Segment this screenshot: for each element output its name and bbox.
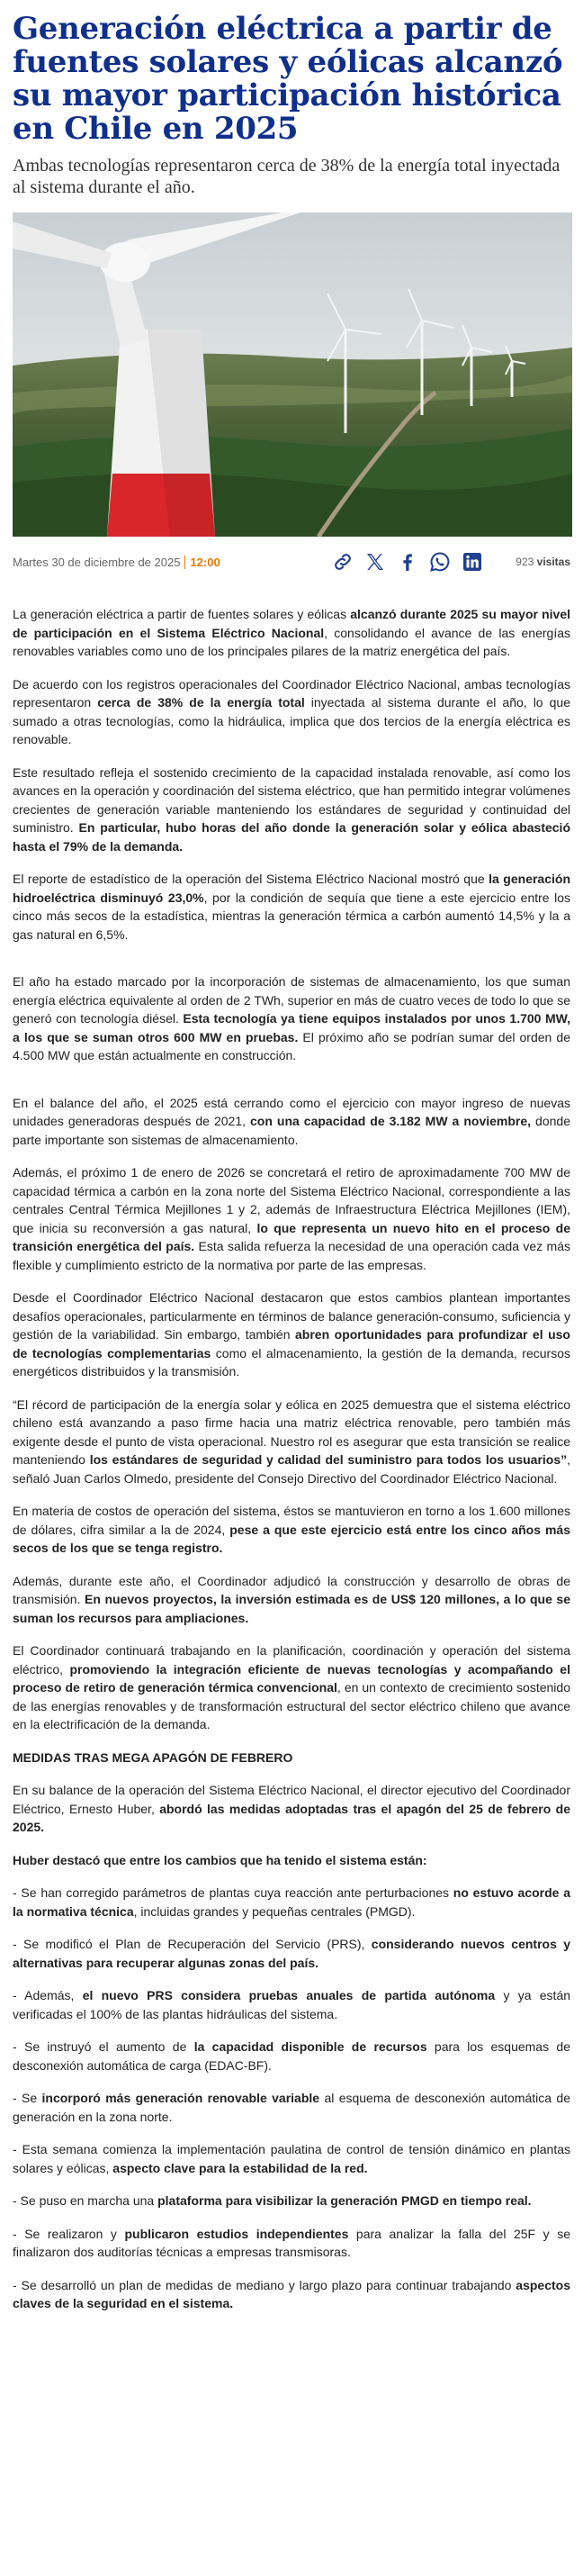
article-paragraph xyxy=(13,2038,570,2074)
text-run: - Se instruyó el aumento de xyxy=(13,2039,194,2054)
bold-text: MEDIDAS TRAS MEGA APAGÓN DE FEBRERO xyxy=(13,1749,293,1765)
text-run: “El récord de participación de la energía solar y eólica en 2025 demuestra que el sistema eléctrico chileno está avanzando a paso firme hacia una matriz eléctrica renovable, pero también más exigente desde el punto de vista operacional. Nuestro rol es asegurar que esta transición se realice manteniendo xyxy=(13,1396,570,1467)
text-run: Desde el Coordinador Eléctrico Nacional destacaron que estos cambios plantean importantes desafíos operacionales, particularmente en términos de balance generación-consumo, suficiencia y gestión de la variabilidad. Sin embargo, también xyxy=(13,1290,570,1342)
bold-text: abren oportunidades para profundizar el uso de tecnologías complementarias xyxy=(13,1327,570,1360)
text-run: , consolidando el avance de las energías renovables variables como uno de los principales pilares de la matriz energética del país. xyxy=(13,625,570,658)
text-run: El año ha estado marcado por la incorporación de sistemas de almacenamiento, los que suman energía eléctrica equivalente al orden de 2 TWh, superior en más de cuatro veces de todo lo que se generó con tecnología diésel. xyxy=(13,974,571,1026)
article-body xyxy=(13,605,570,2313)
bold-text: aspectos claves de la seguridad en el sistema. xyxy=(13,2277,570,2310)
article-paragraph xyxy=(13,764,570,856)
text-run: - Se realizaron y xyxy=(13,2226,125,2241)
share-bar xyxy=(332,551,570,573)
link-icon[interactable] xyxy=(332,551,354,573)
text-run: , en un contexto de crecimiento sostenido de las energías renovables y de transformación estructural del sector eléctrico chileno que avance en la electrificación de la demanda. xyxy=(13,1680,570,1731)
text-run: Este resultado refleja el sostenido crecimiento de la capacidad instalada renovable, así como los avances en la operación y coordinación del sistema eléctrico, que han permitido integrar volúmenes crecientes de generación variable manteniendo los estándares de seguridad y continuidad del suministro. xyxy=(13,764,570,835)
article-paragraph xyxy=(13,2140,570,2177)
text-run: - Se xyxy=(13,2091,42,2105)
text-run: - Esta semana comienza la implementación paulatina de control de tensión dinámico en plantas solares y eólicas, xyxy=(13,2142,570,2175)
article-paragraph xyxy=(13,675,570,749)
bold-text: el nuevo PRS considera pruebas anuales de partida autónoma xyxy=(82,1988,496,2002)
article-paragraph xyxy=(13,2276,570,2313)
text-run: De acuerdo con los registros operacionales del Coordinador Eléctrico Nacional, ambas tecnologías representaron xyxy=(13,676,570,710)
article-paragraph xyxy=(13,1288,570,1381)
article-paragraph xyxy=(13,2225,570,2262)
bold-text: aspecto clave para la estabilidad de la red. xyxy=(112,2160,368,2175)
article-paragraph xyxy=(13,1641,570,1734)
article-paragraph xyxy=(13,1094,570,1150)
bold-text: lo que representa un nuevo hito en el proceso de transición energética del país. xyxy=(13,1220,570,1253)
bold-text: la capacidad disponible de recursos xyxy=(193,2039,427,2054)
text-run: La generación eléctrica a partir de fuentes solares y eólicas xyxy=(13,607,351,621)
article-paragraph xyxy=(13,1781,570,1837)
bold-text: Esta tecnología ya tiene equipos instalados por unos 1.700 MW, a los que se suman otros 600 MW en pruebas. xyxy=(13,1011,570,1044)
article-paragraph xyxy=(13,1396,570,1488)
text-run: al esquema de desconexión automática de generación en la zona norte. xyxy=(13,2091,570,2124)
x-icon[interactable] xyxy=(364,551,386,573)
article-paragraph xyxy=(13,1986,570,2023)
bold-text: con una capacidad de 3.182 MW a noviembre, xyxy=(250,1114,532,1128)
article-paragraph xyxy=(13,2089,570,2126)
article-meta xyxy=(13,546,570,578)
article-subtitle: Ambas tecnologías representaron cerca de 38% de la energía total inyectada al sistema durante el año. xyxy=(13,156,561,197)
bold-text: promoviendo la integración eficiente de nuevas tecnologías y acompañando el proceso de retiro de generación térmica convencional xyxy=(13,1661,570,1695)
bold-text: los estándares de seguridad y calidad del suministro para todos los usuarios” xyxy=(89,1452,568,1467)
bold-text: cerca de 38% de la energía total xyxy=(97,695,305,710)
bold-text: abordó las medidas adoptadas tras el apagón del 25 de febrero de 2025. xyxy=(13,1801,570,1834)
whatsapp-icon[interactable] xyxy=(429,551,451,573)
article-paragraph xyxy=(13,1502,570,1558)
text-run: , por la condición de sequía que tiene a este ejercicio entre los cinco más secos de la estadística, mientras la generación térmica a carbón aumentó 14,5% y la a gas natural en 6,5%. xyxy=(13,890,571,942)
bold-text: En particular, hubo horas del año donde la generación solar y eólica abasteció hasta el 79% de la demanda. xyxy=(13,820,570,854)
text-run: para los esquemas de desconexión automática de carga (EDAC-BF). xyxy=(13,2039,570,2073)
text-run: En su balance de la operación del Sistema Eléctrico Nacional, el director ejecutivo del Coordinador Eléctrico, Ernesto Huber, xyxy=(13,1783,570,1816)
bold-text: la generación hidroeléctrica disminuyó 23,0% xyxy=(13,872,570,905)
view-count: 923 xyxy=(516,556,534,568)
text-run: En el balance del año, el 2025 está cerrando como el ejercicio con mayor ingreso de nuevas unidades generadoras después de 2021, xyxy=(13,1095,570,1128)
text-run: , señaló Juan Carlos Olmedo, presidente del Consejo Directivo del Coordinador Eléctrico Nacional. xyxy=(13,1452,571,1486)
article-paragraph xyxy=(13,1163,570,1274)
hero-image-wind-farm xyxy=(13,212,572,537)
bold-text: pese a que este ejercicio está entre los cinco años más secos de los que se tenga registro. xyxy=(13,1522,570,1555)
bold-text: considerando nuevos centros y alternativas para recuperar algunas zonas del país. xyxy=(13,1937,570,1970)
bold-text: plataforma para visibilizar la generación PMGD en tiempo real. xyxy=(157,2193,532,2208)
article-paragraph xyxy=(13,870,570,944)
bold-text: incorporó más generación renovable variable xyxy=(41,2091,320,2105)
article-paragraph xyxy=(13,1935,570,1972)
text-run: inyectada al sistema durante el año, lo que sumado a otras tecnologías, como la hidráulica, implica que dos tercios de la energía eléctrica es renovable. xyxy=(13,695,570,746)
publish-time: 12:00 xyxy=(190,556,220,570)
bold-text: publicaron estudios independientes xyxy=(124,2226,349,2241)
text-run: El próximo año se podrían sumar del orden de 4.500 MW que están actualmente en construcción. xyxy=(13,1029,570,1062)
text-run: Además, durante este año, el Coordinador adjudicó la construcción y desarrollo de obras de transmisión. xyxy=(13,1573,570,1606)
article-paragraph xyxy=(13,972,570,1065)
facebook-icon[interactable] xyxy=(397,551,418,573)
article-paragraph xyxy=(13,1572,570,1628)
text-run: Además, el próximo 1 de enero de 2026 se concretará el retiro de aproximadamente 700 MW de capacidad térmica a carbón en la zona norte del Sistema Eléctrico Nacional, correspondiente a las centrales Central Térmica Mejillones 1 y 2, además de Infraestructura Eléctrica Mejillones (IEM), que inicia su reconversión a gas natural, xyxy=(13,1165,570,1235)
text-run: - Se desarrolló un plan de medidas de mediano y largo plazo para continuar trabajando xyxy=(13,2277,516,2292)
text-run: donde parte importante son sistemas de almacenamiento. xyxy=(13,1114,570,1147)
text-run: El reporte de estadístico de la operación del Sistema Eléctrico Nacional mostró que xyxy=(13,872,489,886)
text-run: El Coordinador continuará trabajando en la planificación, coordinación y operación del sistema eléctrico, xyxy=(13,1643,570,1677)
publish-date: Martes 30 de diciembre de 2025 xyxy=(13,556,181,570)
text-run: - Se han corregido parámetros de plantas cuya reacción ante perturbaciones xyxy=(13,1885,453,1900)
bold-text: En nuevos proyectos, la inversión estimada es de US$ 120 millones, a lo que se suman los recursos para ampliaciones. xyxy=(13,1592,570,1625)
text-run: , incluidas grandes y pequeñas centrales (PMGD). xyxy=(133,1903,416,1919)
linkedin-icon[interactable] xyxy=(462,551,483,573)
view-counter xyxy=(516,556,570,568)
text-run: - Se modificó el Plan de Recuperación del Servicio (PRS), xyxy=(13,1937,372,1951)
text-run: como el almacenamiento, la gestión de la demanda, recursos energéticos distribuidos y la transmisión. xyxy=(13,1345,570,1378)
view-label: visitas xyxy=(536,556,570,568)
article-paragraph xyxy=(13,605,570,661)
text-run: para analizar la falla del 25F y se finalizaron dos auditorías técnicas a empresas transmisoras. xyxy=(13,2226,570,2259)
text-run: En materia de costos de operación del sistema, éstos se mantuvieron en torno a los 1.600 millones de dólares, cifra similar a la de 2024, xyxy=(13,1504,570,1537)
bold-text: no estuvo acorde a la normativa técnica xyxy=(13,1885,571,1919)
bold-text: alcanzó durante 2025 su mayor nivel de participación en el Sistema Eléctrico Nacional xyxy=(13,607,571,640)
page-title: Generación eléctrica a partir de fuentes solares y eólicas alcanzó su mayor participación histórica en Chile en 2025 xyxy=(13,11,563,147)
bold-text: Huber destacó que entre los cambios que ha tenido el sistema están: xyxy=(13,1852,427,1867)
text-run: - Además, xyxy=(13,1988,83,2002)
text-run: Esta salida refuerza la necesidad de una operación cada vez más flexible y cumplimiento estricto de la normativa por parte de las empresas. xyxy=(13,1239,570,1272)
meta-divider xyxy=(184,556,185,569)
article-paragraph xyxy=(13,1851,570,1870)
section-heading xyxy=(13,1749,570,1767)
article-paragraph xyxy=(13,1884,570,1921)
article-paragraph xyxy=(13,2192,570,2210)
text-run: - Se puso en marcha una xyxy=(13,2193,158,2208)
text-run: y ya están verificadas el 100% de las plantas hidráulicas del sistema. xyxy=(13,1988,571,2021)
